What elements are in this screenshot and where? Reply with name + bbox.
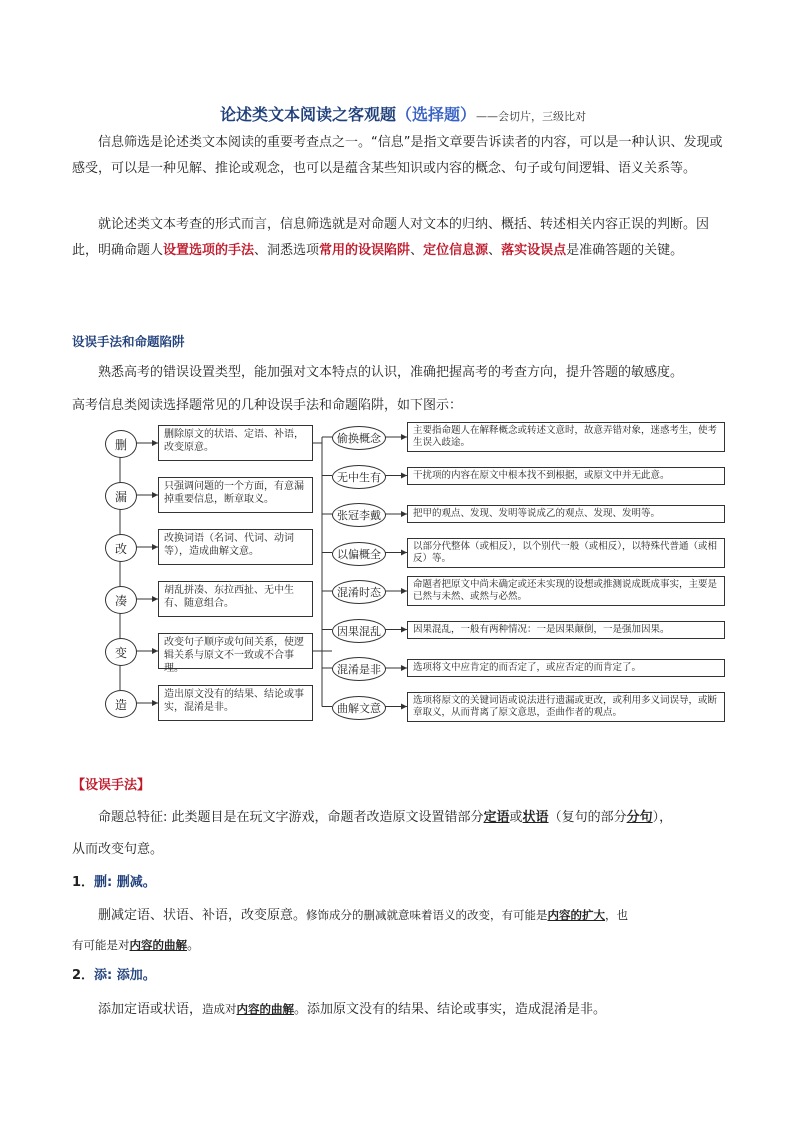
left-desc-3: 改换词语（名词、代词、动词等），造成曲解文意。 bbox=[158, 529, 313, 565]
right-desc-5: 命题者把原文中尚未确定或还未实现的设想或推测说成既成事实，主要是已然与未然、或然与必然。 bbox=[407, 576, 725, 606]
item-1-body bbox=[72, 903, 734, 928]
right-node-1: 偷换概念 bbox=[332, 426, 386, 450]
right-desc-6: 因果混乱，一般有两种情况：一是因果颠倒，一是强加因果。 bbox=[407, 621, 725, 639]
right-node-5: 混淆时态 bbox=[332, 580, 386, 604]
section1-paragraph-2 bbox=[72, 393, 734, 419]
right-desc-3: 把甲的观点、发现、发明等说成乙的观点、发现、发明等。 bbox=[407, 505, 725, 523]
methods-intro-a: 命题总特征: 此类题目是在玩文字游戏，命题者改造原文设置错部分 bbox=[98, 810, 484, 825]
section1-p2: 高考信息类阅读选择题常见的几种设误手法和命题陷阱，如下图示： bbox=[72, 398, 463, 413]
item-1-a: 删减定语、状语、补语，改变原意。 bbox=[98, 908, 307, 923]
right-desc-2: 干扰项的内容在原文中根本找不到根据，或原文中并无此意。 bbox=[407, 467, 725, 485]
highlight-common-traps: 常用的设误陷阱 bbox=[319, 243, 411, 258]
left-node-2: 漏 bbox=[105, 482, 137, 510]
item-1-body-cont bbox=[72, 933, 734, 958]
item-2-number: 2． bbox=[72, 968, 95, 983]
right-desc-1: 主要指命题人在解释概念或转述文意时，故意弄错对象，迷惑考生，使考生误入歧途。 bbox=[407, 422, 725, 452]
right-node-6: 因果混乱 bbox=[332, 619, 386, 643]
right-node-4: 以偏概全 bbox=[332, 542, 386, 566]
left-desc-6: 造出原文没有的结果、结论或事实，混淆是非。 bbox=[158, 685, 313, 721]
highlight-locate-source: 定位信息源 bbox=[423, 243, 489, 258]
underline-content-expand: 内容的扩大 bbox=[547, 908, 606, 922]
left-desc-1: 删除原文的状语、定语、补语，改变原意。 bbox=[158, 425, 313, 461]
section1-p1: 熟悉高考的错误设置类型，能加强对文本特点的认识，准确把握高考的考查方向，提升答题的敏感度。 bbox=[98, 365, 684, 380]
underline-content-distort-1: 内容的曲解 bbox=[129, 938, 187, 952]
right-node-2: 无中生有 bbox=[332, 465, 386, 489]
methods-intro-e: 从而改变句意。 bbox=[72, 842, 164, 857]
highlight-option-methods: 设置选项的手法 bbox=[163, 243, 255, 258]
trap-diagram bbox=[30, 422, 730, 732]
left-node-1: 删 bbox=[105, 430, 137, 458]
left-desc-4: 胡乱拼凑、东拉西扯、无中生有、随意组合。 bbox=[158, 581, 313, 617]
item-2-heading bbox=[72, 964, 734, 988]
left-node-6: 造 bbox=[105, 690, 137, 718]
left-desc-2: 只强调问题的一个方面，有意漏掉重要信息，断章取义。 bbox=[158, 477, 313, 513]
section1-paragraph bbox=[72, 360, 734, 386]
methods-intro-cont bbox=[72, 838, 734, 862]
title-sub: ——会切片，三级比对 bbox=[476, 110, 587, 123]
item-1-number: 1． bbox=[72, 875, 95, 890]
left-desc-5: 改变句子顺序或句间关系，使逻辑关系与原文不一致或不合事理。 bbox=[158, 633, 313, 669]
right-node-8: 曲解文意 bbox=[332, 696, 386, 720]
intro-p2-d: 、 bbox=[488, 243, 502, 258]
item-1-title: 删: 删减。 bbox=[94, 875, 156, 890]
right-desc-7: 选项将文中应肯定的而否定了，或应否定的而肯定了。 bbox=[407, 659, 725, 677]
item-1-b: 修饰成分的删减就意味着语义的改变，有可能是 bbox=[306, 908, 548, 922]
section-heading-traps: 设误手法和命题陷阱 bbox=[72, 334, 185, 349]
item-2-body bbox=[72, 997, 734, 1022]
item-2-c: 。添加原文没有的结果、结论或事实，造成混淆是非。 bbox=[294, 1002, 607, 1017]
item-1-d: 有可能是对 bbox=[72, 938, 130, 952]
left-node-3: 改 bbox=[105, 534, 137, 562]
item-2-title: 添: 添加。 bbox=[94, 968, 156, 983]
section-heading-methods: 【设误手法】 bbox=[72, 778, 151, 793]
intro-p2-e: 是准确答题的关键。 bbox=[566, 243, 684, 258]
item-2-a: 添加定语或状语， bbox=[98, 1002, 203, 1017]
right-node-3: 张冠李戴 bbox=[332, 503, 386, 527]
methods-intro-d: ）， bbox=[652, 810, 673, 825]
intro-p1-text: 信息筛选是论述类文本阅读的重要考查点之一。“信息”是指文章要告诉读者的内容，可以是一种认识、发现或感受，可以是一种见解、推论或观念，也可以是蕴含某些知识或内容的概念、句子或句间逻辑、语义关系等。 bbox=[72, 135, 723, 176]
intro-p2-b: 、洞悉选项 bbox=[254, 243, 320, 258]
underline-clause: 分句 bbox=[626, 810, 653, 825]
methods-intro-c: （复句的部分 bbox=[548, 810, 627, 825]
intro-paragraph-1 bbox=[72, 130, 734, 182]
underline-attributive: 定语 bbox=[483, 810, 510, 825]
right-desc-8: 选项将原文的关键词语或说法进行遗漏或更改，或利用多义词误导，或断章取义，从而背离了原文意思，歪曲作者的观点。 bbox=[407, 692, 725, 722]
item-1-e: 。 bbox=[187, 938, 201, 953]
underline-content-distort-2: 内容的曲解 bbox=[236, 1002, 295, 1016]
intro-p2-c: 、 bbox=[410, 243, 424, 258]
item-2-b: 造成对 bbox=[202, 1002, 237, 1016]
item-1-c: ，也 bbox=[605, 908, 629, 922]
methods-intro bbox=[72, 806, 734, 830]
left-node-5: 变 bbox=[105, 638, 137, 666]
left-node-4: 凑 bbox=[105, 586, 137, 614]
methods-intro-b: 或 bbox=[509, 810, 523, 825]
item-1-heading bbox=[72, 871, 734, 895]
right-desc-4: 以部分代整体（或相反），以个别代一般（或相反），以特殊代普通（或相反）等。 bbox=[407, 538, 725, 568]
intro-p2-a: 就论述类文本考查的形式而言，信息筛选就是对命题人对文本的归纳、概括、转述相关内容正误的判断。因此，明确命题人 bbox=[72, 217, 710, 258]
title-select: （选择题） bbox=[396, 105, 477, 124]
underline-adverbial: 状语 bbox=[522, 810, 549, 825]
highlight-error-point: 落实设误点 bbox=[501, 243, 567, 258]
intro-paragraph-2 bbox=[72, 212, 734, 264]
title-main: 论述类文本阅读之客观题 bbox=[219, 105, 396, 124]
right-node-7: 混淆是非 bbox=[332, 657, 386, 681]
page-title bbox=[72, 102, 734, 130]
